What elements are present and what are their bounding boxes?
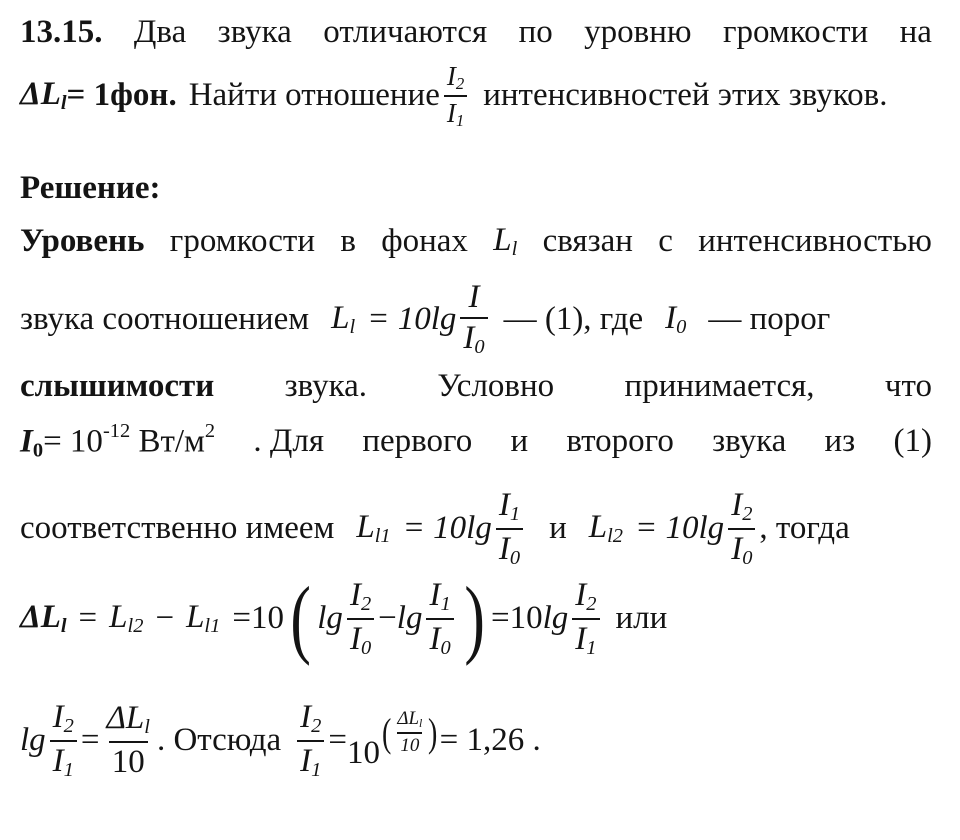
- word: отличаются: [323, 14, 488, 50]
- word: Уровень: [20, 223, 145, 260]
- equals-sign: =: [490, 600, 510, 637]
- coefficient-ten: 10: [250, 600, 284, 637]
- equals-sign: =: [328, 722, 347, 759]
- word: связан: [542, 223, 633, 260]
- minus-sign: −: [378, 600, 397, 637]
- lg-operator: lg: [317, 600, 343, 637]
- equals-sign: =: [232, 600, 251, 637]
- result-value: = 1,26 .: [439, 722, 541, 759]
- phon-value: = 1фон.: [66, 77, 177, 114]
- word: принимается,: [624, 368, 815, 404]
- solution-heading-line: [20, 170, 932, 207]
- solution-line-6: [20, 569, 932, 667]
- lg-operator: lg: [542, 600, 569, 637]
- problem-number: 13.15.: [20, 14, 103, 50]
- fraction-i1-i0: $\frac{I_1}{I_0}$: [496, 488, 523, 569]
- tail-text: интенсивностей этих звуков.: [483, 77, 888, 114]
- line2-start: звука соотношением: [20, 300, 310, 337]
- word: что: [884, 368, 932, 404]
- find-text: Найти отношение: [188, 77, 440, 114]
- lg-operator: lg: [20, 722, 46, 759]
- word: на: [899, 14, 932, 50]
- close-paren: ): [464, 569, 485, 667]
- word: громкости: [723, 14, 869, 50]
- solution-line-7: [20, 700, 932, 781]
- fraction-i2-i0: $\frac{I_2}{I_0}$: [347, 578, 374, 659]
- word: интенсивностью: [698, 223, 932, 260]
- fraction-i1-i0: $\frac{I_1}{I_0}$: [426, 578, 453, 659]
- fraction-i2-i1: $\frac{I_2}{I_1}$: [50, 700, 77, 781]
- hence-text: . Отсюда: [156, 722, 282, 759]
- solution-line-4: [20, 420, 932, 462]
- or-word: или: [615, 600, 668, 637]
- delta-loudness: $\Delta L_l$: [20, 76, 67, 115]
- equals-sign: =: [78, 600, 98, 637]
- and-word: и: [549, 510, 567, 547]
- formula-L-l1: $L_{l1}$: [186, 599, 221, 638]
- formula-L-l2: $L_{l2}$: [588, 509, 623, 548]
- solution-line-3: [20, 368, 932, 405]
- minus-sign: −: [155, 600, 175, 637]
- ratio-i2-i1: $\frac{I_2}{I_1}$: [444, 62, 467, 129]
- delta-L-symbol: $\Delta L_l$: [20, 599, 67, 638]
- word: уровню: [584, 14, 692, 50]
- fraction-i2-i1: $\frac{I_2}{I_1}$: [572, 578, 599, 659]
- word: звука.: [284, 368, 368, 404]
- word: по: [518, 14, 553, 50]
- symbol-i0: $I_0$: [665, 299, 687, 338]
- problem-line-2: [20, 62, 932, 129]
- coefficient-ten: 10: [509, 600, 543, 637]
- formula-10lg: = 10lg: [367, 300, 457, 337]
- fraction-deltaL-10: $\frac{\Delta L_l}{10}$: [106, 700, 150, 781]
- word: . Для: [253, 422, 325, 459]
- line5-start: соответственно имеем: [20, 510, 335, 547]
- power-of-ten: 10 ( $\frac{\Delta L_l}{10}$ ): [347, 708, 438, 772]
- then-word: , тогда: [759, 510, 850, 547]
- word: первого: [362, 422, 473, 459]
- threshold-value: $I_0= 10^{-12}$ $Вт/м^2$: [20, 420, 216, 462]
- fraction-i2-i1: $\frac{I_2}{I_1}$: [297, 700, 324, 781]
- word: Условно: [437, 368, 555, 404]
- solution-line-1: [20, 222, 932, 261]
- lg-operator: lg: [396, 600, 423, 637]
- fraction-i-i0: $\frac{I}{I_0}$: [460, 280, 487, 358]
- word: второго: [566, 422, 674, 459]
- formula-10lg: = 10lg: [402, 510, 492, 547]
- solution-line-5: [20, 488, 932, 569]
- fraction-i2-i0: $\frac{I_2}{I_0}$: [728, 488, 755, 569]
- loudness-level-symbol: $L_l$: [493, 222, 518, 261]
- word: слышимости: [20, 368, 215, 404]
- threshold-text: — порог: [708, 300, 831, 337]
- formula-10lg: = 10lg: [635, 510, 725, 547]
- open-paren: (: [290, 569, 311, 667]
- equals-sign: =: [80, 722, 100, 759]
- solution-line-2: [20, 280, 932, 358]
- solution-heading: Решение:: [20, 170, 161, 206]
- formula-L: $L_l$: [331, 299, 356, 338]
- formula-L-l1: $L_{l1}$: [356, 509, 391, 548]
- word: из: [824, 422, 856, 459]
- word: с: [658, 223, 673, 260]
- word: (1): [893, 422, 932, 459]
- equation-ref: — (1), где: [503, 300, 644, 337]
- word: и: [510, 422, 529, 459]
- word: фонах: [381, 223, 468, 260]
- word: Два: [133, 14, 187, 50]
- word: громкости: [169, 223, 315, 260]
- problem-line-1: [20, 14, 932, 51]
- formula-L-l2: $L_{l2}$: [109, 599, 144, 638]
- word: звука: [217, 14, 292, 50]
- word: в: [340, 223, 356, 260]
- word: звука: [712, 422, 787, 459]
